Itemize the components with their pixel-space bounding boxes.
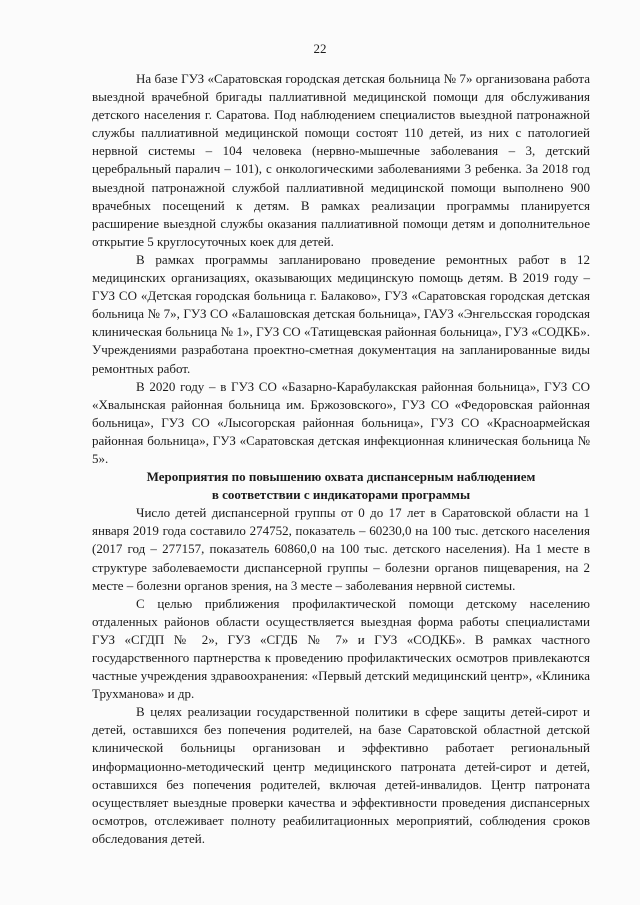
section-heading-line-1: Мероприятия по повышению охвата диспансерным наблюдением — [146, 469, 536, 485]
section-heading-line-2: в соответствии с индикаторами программы — [211, 487, 471, 503]
page-content — [92, 70, 590, 848]
paragraph-palliative-care: На базе ГУЗ «Саратовская городская детская больница № 7» организована работа выездной врачебной бригады паллиативной медицинской помощи для обслуживания детского населения г. Саратова. Под наблюдением специалистов выездной патронажной службы паллиативной медицинской помощи состоят 110 детей, из них с патологией нервной системы – 104 человека (нервно-мышечные заболевания – 3, детский церебральный паралич – 101), с онкологическими заболеваниями 3 ребенка. За 2018 год выездной патронажной службой паллиативной медицинской помощи выполнено 900 врачебных посещений к детям. В рамках реализации программы планируется расширение выездной службы оказания паллиативной помощи детям и дополнительное открытие 5 круглосуточных коек для детей. — [92, 71, 590, 249]
paragraph-repair-works: В рамках программы запланировано проведение ремонтных работ в 12 медицинских организациях, оказывающих медицинскую помощь детям. В 2019 году – ГУЗ СО «Детская городская больница г. Балаково», ГУЗ «Саратовская городская детская больница № 7», ГУЗ СО «Балашовская детская больница», ГАУЗ «Энгельсская городская клиническая больница № 1», ГУЗ СО «Татищевская районная больница», ГУЗ «СОДКБ». Учреждениями разработана проектно-сметная документация на запланированные виды ремонтных работ. — [92, 251, 590, 376]
section-heading — [92, 468, 590, 504]
paragraph-outreach-care: С целью приближения профилактической помощи детскому населению отдаленных районов области осуществляется выездная форма работы специалистами ГУЗ «СГДП № 2», ГУЗ «СГДБ № 7» и ГУЗ «СОДКБ». В рамках частного государственного партнерства к проведению профилактических осмотров привлекаются частные учреждения здравоохранения: «Первый детский медицинский центр», «Клиника Трухманова» и др. — [92, 595, 590, 702]
paragraph-2020-repairs: В 2020 году – в ГУЗ СО «Базарно-Карабулакская районная больница», ГУЗ СО «Хвалынская районная больница им. Бржозовского», ГУЗ СО «Федоровская районная больница», ГУЗ СО «Лысогорская районная больница», ГУЗ СО «Красноармейская районная больница», ГУЗ «Саратовская детская инфекционная клиническая больница № 5». — [92, 378, 590, 466]
paragraph-dispensary-group: Число детей диспансерной группы от 0 до 17 лет в Саратовской области на 1 января 2019 года составило 274752, показатель – 60230,0 на 100 тыс. детского населения (2017 год – 277157, показатель 60860,0 на 100 тыс. детского населения). На 1 месте в структуре заболеваемости диспансерной группы – болезни органов пищеварения, на 2 месте – болезни органов зрения, на 3 месте – заболевания нервной системы. — [92, 505, 590, 593]
page-number: 22 — [313, 41, 327, 56]
paragraph-orphan-patronage: В целях реализации государственной политики в сфере защиты детей-сирот и детей, оставшихся без попечения родителей, на базе Саратовской областной детской клинической больницы организован и эффективно работает региональный информационно-методический центр медицинского патроната детей-сирот и детей, оставшихся без попечения родителей, включая детей-инвалидов. Центр патроната осуществляет выездные проверки качества и эффективности проведения диспансерных осмотров, отслеживает полноту реабилитационных мероприятий, соблюдения сроков обследования детей. — [92, 704, 590, 846]
